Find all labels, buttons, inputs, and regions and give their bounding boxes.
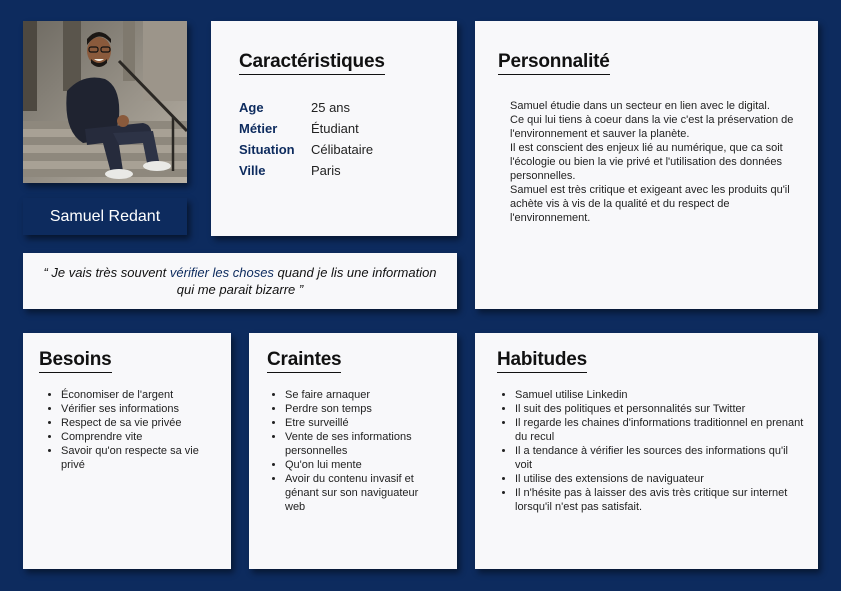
carac-row-situation (239, 142, 373, 163)
list-item: • Il a tendance à vérifier les sources des informations qu'il voit (515, 444, 804, 472)
carac-label: Ville (239, 163, 266, 178)
quote-open: “ Je vais très souvent (43, 265, 170, 280)
carac-label: Métier (239, 121, 278, 136)
list-item: • Avoir du contenu invasif et génant sur son naviguateur web (285, 472, 437, 514)
list-item: • Vente de ses informations personnelles (285, 430, 437, 458)
caracteristiques-table (239, 100, 373, 184)
persona-photo (23, 21, 187, 183)
carac-value: 25 ans (311, 100, 351, 115)
list-item: • Perdre son temps (285, 402, 437, 416)
craintes-card (249, 333, 457, 569)
besoins-card (23, 333, 231, 569)
persona-quote (23, 253, 457, 309)
list-item: • Vérifier ses informations (61, 402, 217, 416)
list-item: • Économiser de l'argent (61, 388, 217, 402)
carac-row-metier (239, 121, 373, 142)
carac-value: Étudiant (311, 121, 359, 136)
personnalite-text (510, 99, 798, 225)
quote-highlight: vérifier les choses (169, 265, 274, 280)
craintes-list (267, 388, 457, 514)
list-item: • Qu'on lui mente (285, 458, 437, 472)
caracteristiques-title: Caractéristiques (239, 51, 385, 75)
list-item: • Il utilise des extensions de naviguateur (515, 472, 804, 486)
list-item: • Il suit des politiques et personnalités sur Twitter (515, 402, 804, 416)
carac-row-ville (239, 163, 373, 184)
habitudes-card (475, 333, 818, 569)
besoins-list (39, 388, 231, 472)
personnalite-line: Samuel étudie dans un secteur en lien avec le digital. (510, 100, 770, 112)
personnalite-line: Samuel est très critique et exigeant avec les produits qu'il achète vis à vis de la qualité et du respect de l'environnement. (510, 184, 790, 224)
list-item: • Samuel utilise Linkedin (515, 388, 804, 402)
list-item: • Etre surveillé (285, 416, 437, 430)
personnalite-line: Il est conscient des enjeux lié au numérique, que ca soit l'écologie ou bien la vie privé et l'utilisation des données personnelles. (510, 142, 783, 182)
carac-label: Situation (239, 142, 295, 157)
quote-close: quand je lis une information qui me parait bizarre ” (176, 265, 437, 297)
personnalite-line: Ce qui lui tiens à coeur dans la vie c'est la préservation de l'environnement et sauver la planète. (510, 114, 794, 140)
list-item: • Il n'hésite pas à laisser des avis très critique sur internet lorsqu'il n'est pas satisfait. (515, 486, 804, 514)
carac-row-age (239, 100, 373, 121)
personnalite-title: Personnalité (498, 51, 610, 75)
carac-value: Célibataire (311, 142, 374, 157)
persona-name: Samuel Redant (23, 198, 187, 235)
list-item: • Respect de sa vie privée (61, 416, 217, 430)
list-item: • Il regarde les chaines d'informations traditionnel en prenant du recul (515, 416, 804, 444)
list-item: • Se faire arnaquer (285, 388, 437, 402)
list-item: • Savoir qu'on respecte sa vie privé (61, 444, 217, 472)
list-item: • Comprendre vite (61, 430, 217, 444)
carac-value: Paris (311, 163, 341, 178)
personnalite-card (475, 21, 818, 309)
besoins-title: Besoins (39, 349, 112, 373)
caracteristiques-card (211, 21, 457, 236)
carac-label: Age (239, 100, 264, 115)
habitudes-list (497, 388, 818, 514)
quote-text (35, 264, 445, 298)
habitudes-title: Habitudes (497, 349, 587, 373)
craintes-title: Craintes (267, 349, 341, 373)
